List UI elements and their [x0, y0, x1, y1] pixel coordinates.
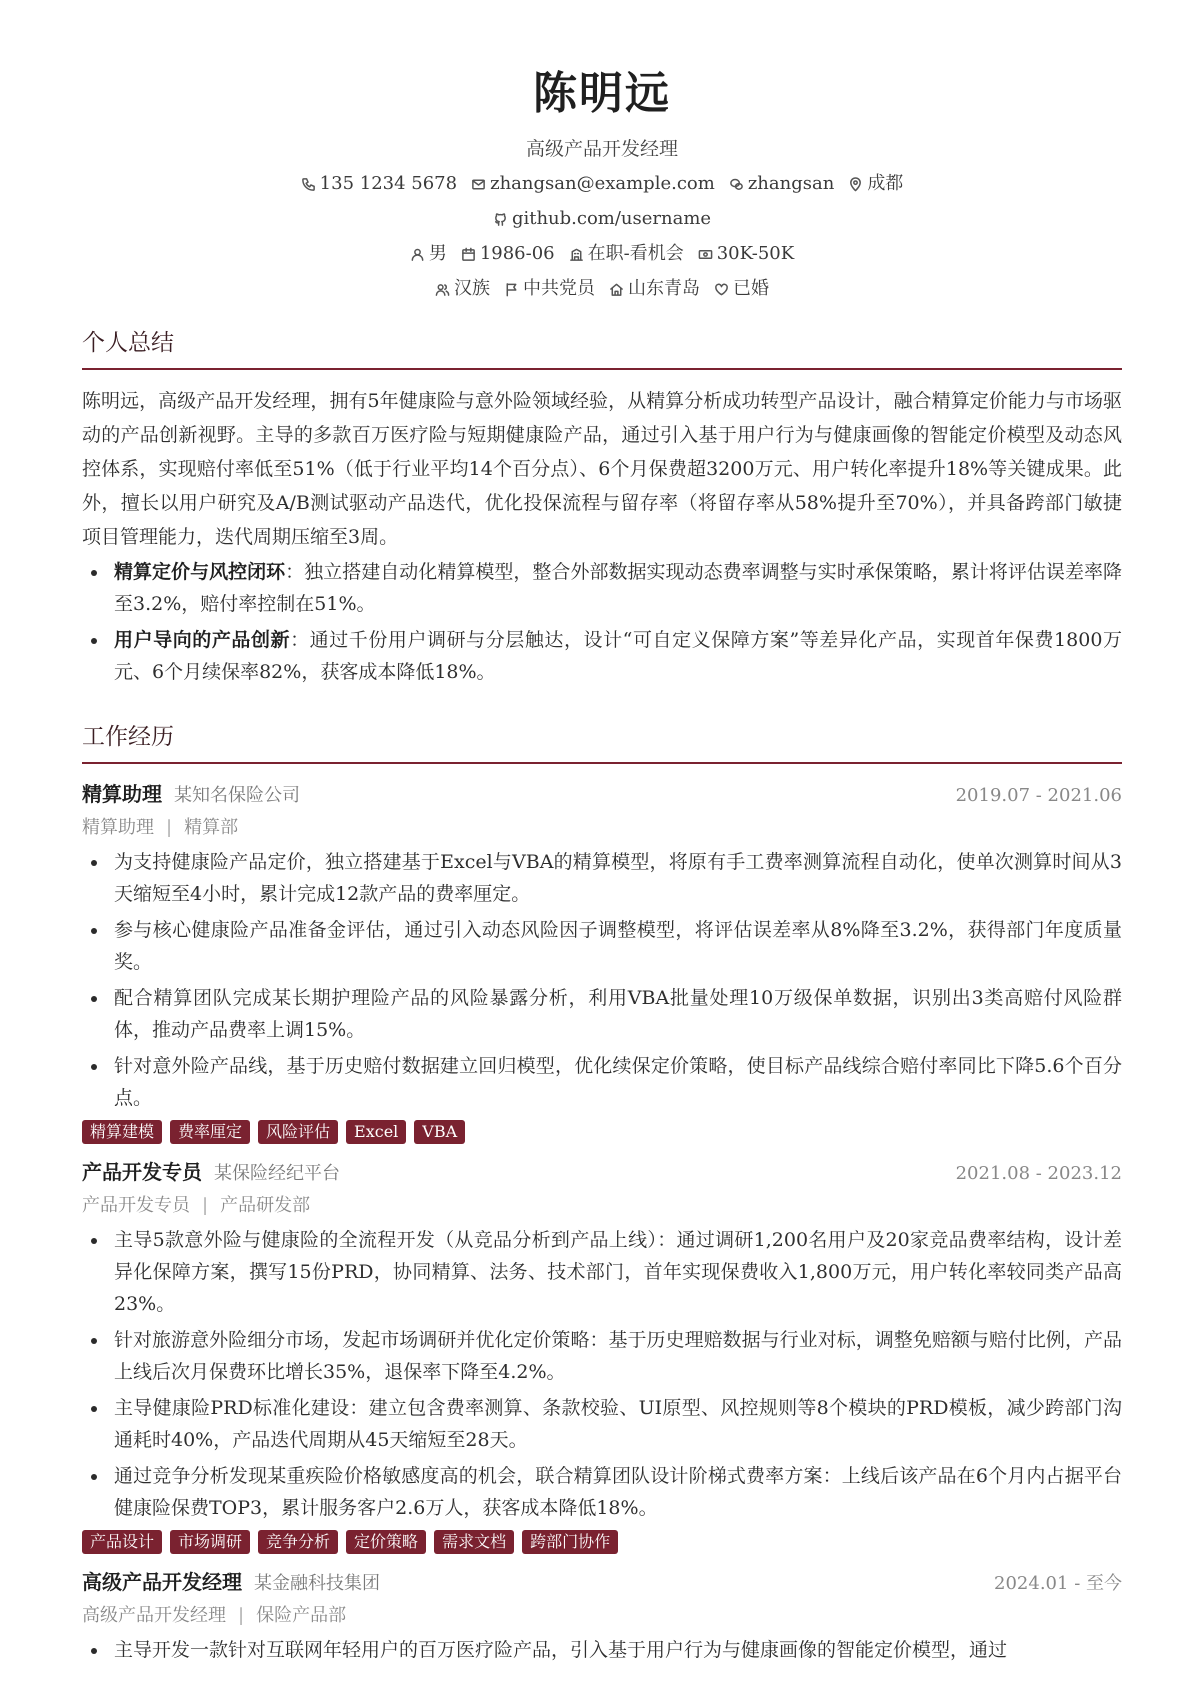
city-item [848, 171, 903, 197]
skill-tag: 精算建模 [82, 1120, 162, 1144]
salary-item [698, 241, 794, 267]
list-item: 通过竞争分析发现某重疾险价格敏感度高的机会，联合精算团队设计阶梯式费率方案：上线后该产品在6个月内占据平台健康险保费TOP3，累计服务客户2.6万人，获客成本降低18%。 [82, 1460, 1122, 1524]
list-item [82, 556, 1122, 620]
list-item: 为支持健康险产品定价，独立搭建基于Excel与VBA的精算模型，将原有手工费率测算流程自动化，使单次测算时间从3天缩短至4小时，累计完成12款产品的费率厘定。 [82, 846, 1122, 910]
skill-tag: 风险评估 [258, 1120, 338, 1144]
skill-tag: 产品设计 [82, 1530, 162, 1554]
skill-tags [82, 1120, 1122, 1144]
job-header [82, 1158, 1122, 1188]
job-role-line [82, 1602, 1122, 1630]
heart-icon [714, 282, 729, 297]
summary-highlights [82, 556, 1122, 688]
role-separator: | [238, 1605, 245, 1626]
job-role-line [82, 1192, 1122, 1220]
marital-item [714, 276, 769, 302]
wechat-icon [729, 177, 744, 192]
phone-icon [301, 177, 316, 192]
candidate-name: 陈明远 [533, 68, 671, 119]
job-date: 2019.07 - 2021.06 [955, 785, 1122, 806]
job-department: 产品研发部 [220, 1195, 311, 1216]
job-date: 2024.01 - 至今 [994, 1573, 1122, 1594]
list-item: 主导健康险PRD标准化建设：建立包含费率测算、条款校验、UI原型、风控规则等8个模块的PRD模板，减少跨部门沟通耗时40%，产品迭代周期从45天缩短至28天。 [82, 1392, 1122, 1456]
github-icon [493, 212, 508, 227]
list-item: 针对意外险产品线，基于历史赔付数据建立回归模型，优化续保定价策略，使目标产品线综合赔付率同比下降5.6个百分点。 [82, 1050, 1122, 1114]
email-item[interactable] [471, 171, 715, 197]
user-icon [410, 247, 425, 262]
list-item [82, 624, 1122, 688]
personal-line-1 [82, 241, 1122, 267]
summary-text: 陈明远，高级产品开发经理，拥有5年健康险与意外险领域经验，从精算分析成功转型产品设计，融合精算定价能力与市场驱动的产品创新视野。主导的多款百万医疗险与短期健康险产品，通过引入基于用户行为与健康画像的智能定价模型及动态风控体系，实现赔付率低至51%（低于行业平均14个百分点）、6个月保费超3200万元、用户转化率提升18%等关键成果。此外，擅长以用户研究及A/B测试驱动产品迭代，优化投保流程与留存率（将留存率从58%提升至70%），并具备跨部门敏捷项目管理能力，迭代周期压缩至3周。 [82, 390, 1122, 548]
job-entry [82, 1158, 1122, 1554]
status-text: 在职-看机会 [587, 243, 684, 264]
birth-item [461, 241, 555, 267]
github-text: github.com/username [511, 208, 712, 229]
job-role: 产品开发专员 [82, 1195, 190, 1216]
status-item [569, 241, 684, 267]
summary-divider [82, 368, 1122, 370]
job-title: 精算助理 [82, 782, 162, 806]
phone-item[interactable] [301, 171, 457, 197]
birth-text: 1986-06 [479, 243, 555, 264]
skill-tag: 费率厘定 [170, 1120, 250, 1144]
job-entry [82, 780, 1122, 1144]
experience-section [82, 722, 1122, 1666]
skill-tag: VBA [414, 1120, 465, 1144]
highlight-text: ：通过千份用户调研与分层触达，设计“可自定义保障方案”等差异化产品，实现首年保费1800万元、6个月续保率82%，获客成本降低18%。 [114, 629, 1122, 683]
hometown-text: 山东青岛 [628, 278, 700, 299]
ethnicity-text: 汉族 [454, 278, 490, 299]
home-icon [609, 282, 624, 297]
location-icon [848, 177, 863, 192]
job-header [82, 780, 1122, 810]
mail-icon [471, 177, 486, 192]
job-role: 高级产品开发经理 [82, 1605, 226, 1626]
contact-line [82, 171, 1122, 197]
experience-divider [82, 762, 1122, 764]
wechat-item[interactable] [729, 171, 834, 197]
job-title: 产品开发专员 [82, 1160, 202, 1184]
role-separator: | [202, 1195, 209, 1216]
job-company: 某知名保险公司 [174, 785, 300, 806]
gender-item [410, 241, 447, 267]
highlight-text: ：独立搭建自动化精算模型，整合外部数据实现动态费率调整与实时承保策略，累计将评估误差率降至3.2%，赔付率控制在51%。 [114, 561, 1122, 615]
list-item: 参与核心健康险产品准备金评估，通过引入动态风险因子调整模型，将评估误差率从8%降至3.2%，获得部门年度质量奖。 [82, 914, 1122, 978]
skill-tag: 定价策略 [346, 1530, 426, 1554]
job-duties [82, 846, 1122, 1114]
github-line [82, 206, 1122, 232]
list-item: 主导开发一款针对互联网年轻用户的百万医疗险产品，引入基于用户行为与健康画像的智能定价模型，通过 [82, 1634, 1122, 1666]
calendar-icon [461, 247, 476, 262]
skill-tag: 市场调研 [170, 1530, 250, 1554]
github-item[interactable] [493, 206, 711, 232]
experience-heading: 工作经历 [82, 724, 174, 750]
list-item: 主导5款意外险与健康险的全流程开发（从竞品分析到产品上线）：通过调研1,200名用户及20家竞品费率结构，设计差异化保障方案，撰写15份PRD，协同精算、法务、技术部门，首年实现保费收入1,800万元，用户转化率较同类产品高23%。 [82, 1224, 1122, 1320]
job-company: 某保险经纪平台 [214, 1163, 340, 1184]
politics-text: 中共党员 [523, 278, 595, 299]
job-header [82, 1568, 1122, 1598]
marital-text: 已婚 [733, 278, 769, 299]
summary-heading: 个人总结 [82, 330, 174, 356]
gender-text: 男 [428, 243, 447, 264]
candidate-title: 高级产品开发经理 [525, 138, 678, 160]
email-text: zhangsan@example.com [490, 173, 715, 194]
job-date: 2021.08 - 2023.12 [955, 1163, 1122, 1184]
skill-tag: Excel [346, 1120, 406, 1144]
resume-page [82, 0, 1122, 1670]
job-department: 保险产品部 [256, 1605, 347, 1626]
flag-icon [504, 282, 519, 297]
skill-tag: 跨部门协作 [522, 1530, 618, 1554]
job-title: 高级产品开发经理 [82, 1570, 242, 1594]
phone-text: 135 1234 5678 [319, 173, 458, 194]
job-department: 精算部 [184, 817, 239, 838]
job-duties [82, 1634, 1122, 1666]
skill-tag: 竞争分析 [258, 1530, 338, 1554]
highlight-label: 精算定价与风控闭环 [114, 561, 286, 583]
users-icon [435, 282, 450, 297]
job-company: 某金融科技集团 [254, 1573, 380, 1594]
personal-line-2 [82, 276, 1122, 302]
highlight-label: 用户导向的产品创新 [114, 629, 291, 651]
building-icon [569, 247, 584, 262]
job-role-line [82, 814, 1122, 842]
summary-section [82, 328, 1122, 688]
ethnicity-item [435, 276, 490, 302]
politics-item [504, 276, 595, 302]
job-role: 精算助理 [82, 817, 154, 838]
salary-text: 30K-50K [716, 243, 795, 264]
city-text: 成都 [867, 173, 904, 194]
wechat-text: zhangsan [747, 173, 835, 194]
role-separator: | [166, 817, 173, 838]
hometown-item [609, 276, 700, 302]
job-entry [82, 1568, 1122, 1666]
skill-tag: 需求文档 [434, 1530, 514, 1554]
job-duties [82, 1224, 1122, 1524]
money-icon [698, 247, 713, 262]
skill-tags [82, 1530, 1122, 1554]
list-item: 配合精算团队完成某长期护理险产品的风险暴露分析，利用VBA批量处理10万级保单数据，识别出3类高赔付风险群体，推动产品费率上调15%。 [82, 982, 1122, 1046]
list-item: 针对旅游意外险细分市场，发起市场调研并优化定价策略：基于历史理赔数据与行业对标，调整免赔额与赔付比例，产品上线后次月保费环比增长35%，退保率下降至4.2%。 [82, 1324, 1122, 1388]
